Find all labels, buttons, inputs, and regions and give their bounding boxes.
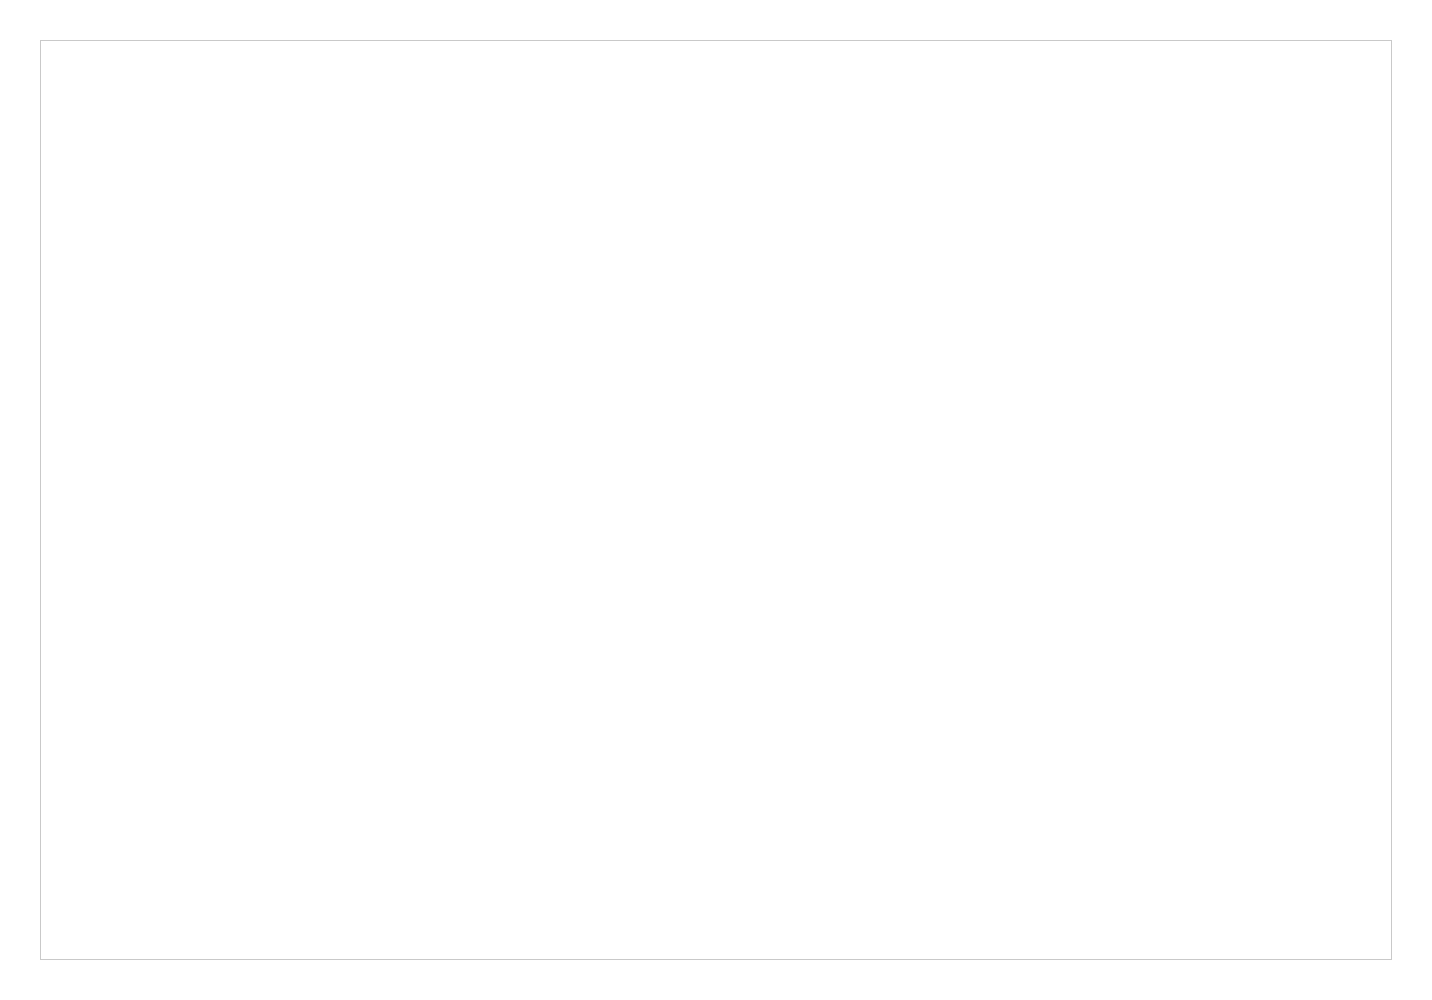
- document-page: [40, 40, 1392, 960]
